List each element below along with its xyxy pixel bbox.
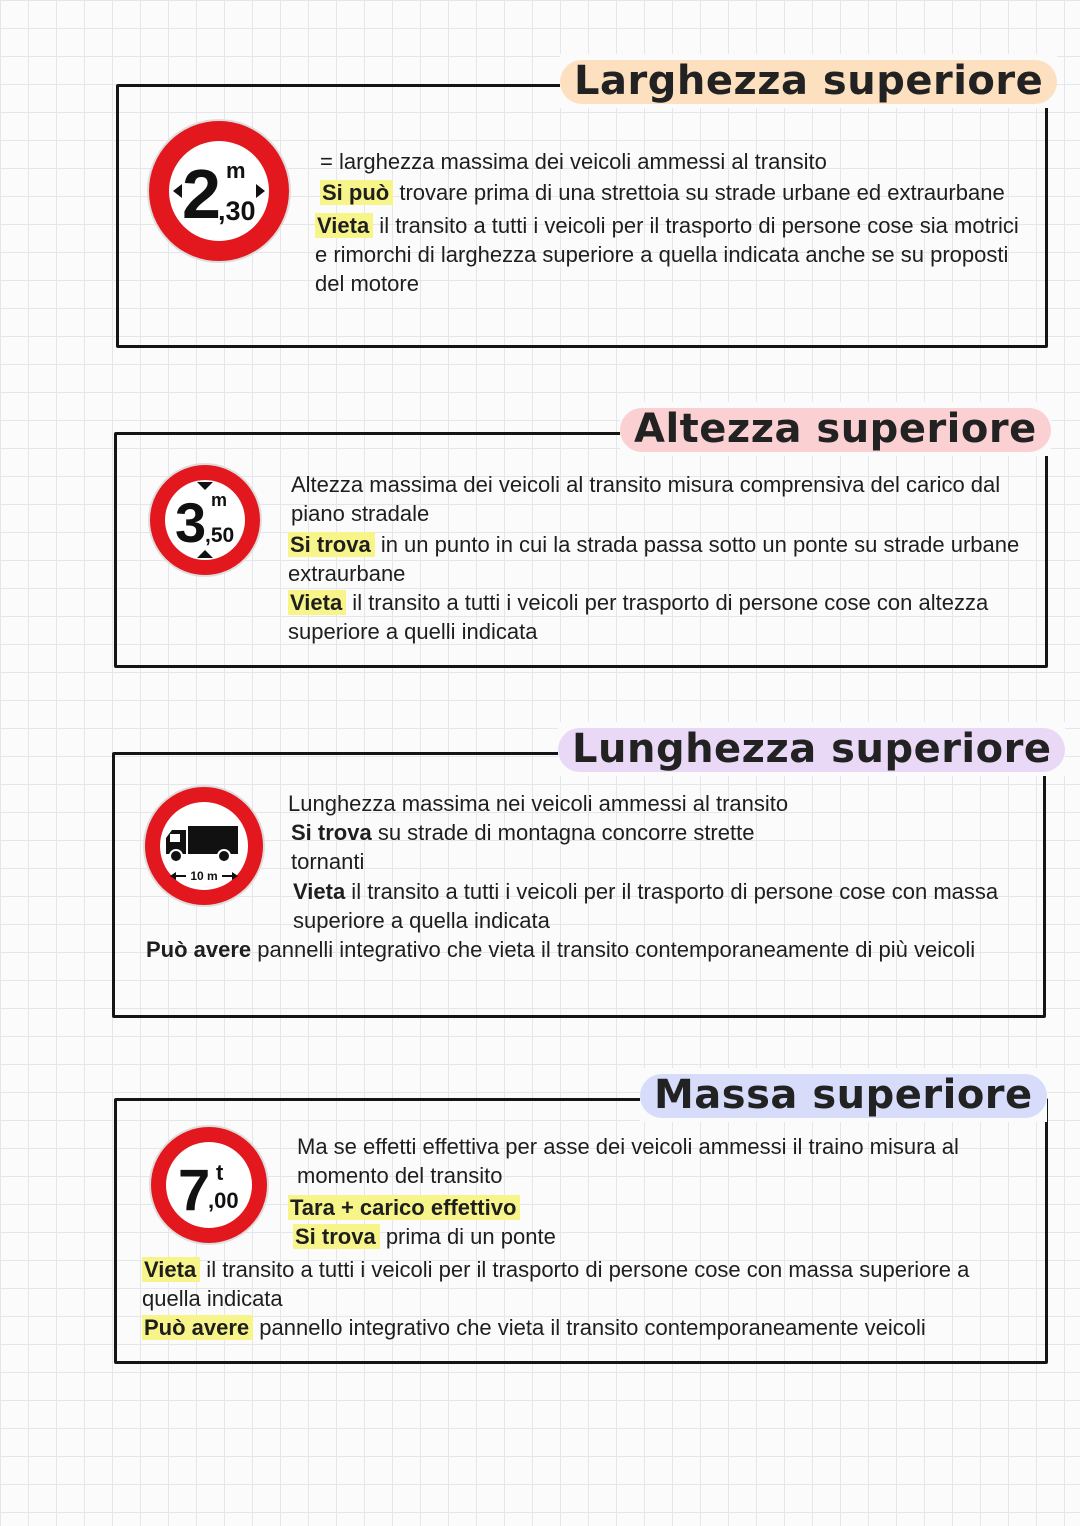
definition-text: Lunghezza massima nei veicoli ammessi al transito: [288, 791, 789, 816]
location-text: Si trova in un punto in cui la strada passa sotto un ponte su strade urbane extraurbane: [288, 532, 1020, 586]
section-title-lunghezza: Lunghezza superiore: [558, 722, 1065, 776]
section-title-larghezza: Larghezza superiore: [560, 54, 1057, 108]
panel-text: Può avere pannelli integrativo che vieta il transito contemporaneamente di più veicoli: [146, 937, 976, 962]
definition-text: Ma se effetti effettiva per asse dei veicoli ammessi il traino misura al momento del transito: [297, 1134, 959, 1188]
prohibition-text: Vieta il transito a tutti i veicoli per il trasporto di persone cose sia motrici e rimorchi di larghezza superiore a quella indicata anche se su proposti del motore: [315, 213, 1019, 296]
section-text-larghezza: [315, 147, 1030, 298]
sign-main-number: 2: [182, 155, 221, 233]
sign-unit: t: [216, 1160, 224, 1185]
height-limit-sign-icon: [147, 462, 263, 578]
keyword-highlight: Vieta: [288, 590, 346, 615]
keyword-highlight: Vieta: [315, 213, 373, 238]
keyword-highlight: Si trova: [288, 532, 375, 557]
prohibition-text: Vieta il transito a tutti i veicoli per trasporto di persone cose con altezza superiore a quelli indicata: [288, 590, 989, 644]
sign-length-label: 10 m: [190, 869, 218, 883]
section-title-altezza: Altezza superiore: [620, 402, 1051, 456]
sign-main-number: 3: [175, 491, 207, 554]
sign-decimal: ,50: [205, 524, 235, 547]
keyword-bold: Vieta: [293, 879, 346, 904]
keyword-bold: Si trova: [291, 820, 372, 845]
prohibition-text: Vieta il transito a tutti i veicoli per il trasporto di persone cose con massa superiore a quella indicata: [293, 879, 999, 933]
panel-text: Può avere pannello integrativo che vieta il transito contemporaneamente veicoli: [144, 1315, 926, 1340]
sign-main-number: 7: [178, 1158, 211, 1223]
location-text: Si trova su strade di montagna concorre strette: [291, 820, 755, 845]
definition-text: = larghezza massima dei veicoli ammessi al transito: [320, 149, 827, 174]
section-text-altezza: [288, 470, 1033, 646]
width-limit-sign-icon: [146, 118, 292, 264]
sign-decimal: ,30: [218, 196, 256, 226]
section-title-massa: Massa superiore: [640, 1068, 1047, 1122]
formula-text: [142, 1193, 1032, 1222]
sign-unit: m: [226, 158, 246, 183]
section-text-lunghezza: [146, 789, 1026, 964]
keyword-bold: Può avere: [146, 937, 252, 962]
sign-unit: m: [211, 490, 228, 510]
sign-decimal: ,00: [208, 1188, 239, 1213]
definition-text: Altezza massima dei veicoli al transito misura comprensiva del carico dal piano stradale: [291, 472, 1001, 526]
keyword-highlight: Vieta: [142, 1257, 200, 1282]
keyword-highlight: Tara + carico effettivo: [288, 1195, 520, 1220]
location-text: Si trova prima di un ponte: [295, 1224, 556, 1249]
keyword-highlight: Si può: [320, 180, 393, 205]
keyword-highlight: Può avere: [142, 1315, 253, 1340]
location-text: Si può trovare prima di una strettoia su strade urbane ed extraurbane: [322, 180, 1005, 205]
prohibition-text: Vieta il transito a tutti i veicoli per il trasporto di persone cose con massa superiore a quella indicata: [142, 1257, 970, 1311]
section-text-massa: [142, 1132, 1032, 1342]
location-text-cont: tornanti: [291, 849, 365, 874]
keyword-highlight: Si trova: [293, 1224, 380, 1249]
